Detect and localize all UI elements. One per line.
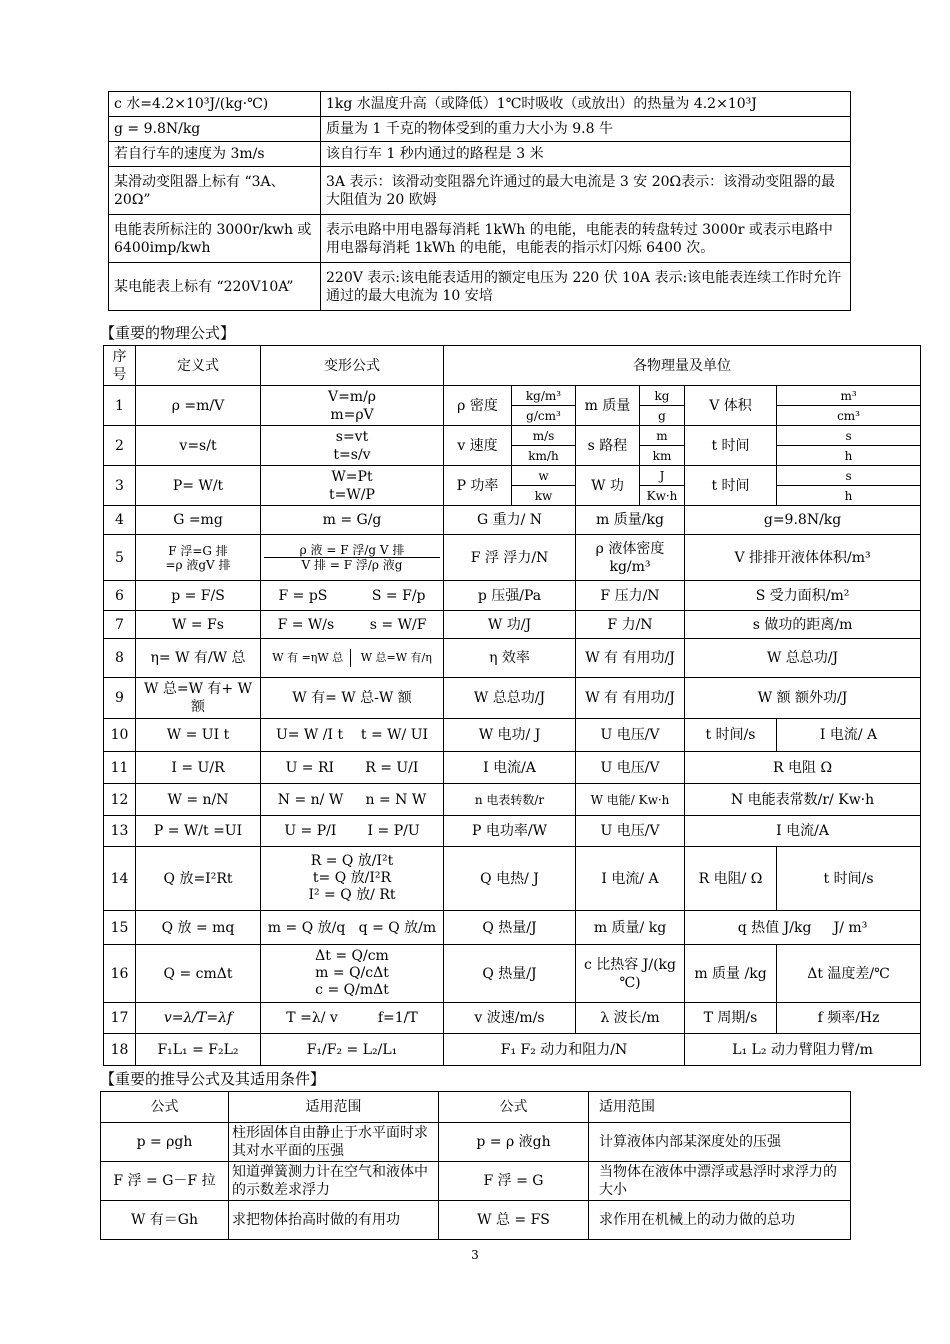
table-row [104, 639, 921, 678]
quantity: W 总总功/J [444, 678, 576, 719]
transform: W 有 =ηW 总 W 总=W 有/η [261, 639, 444, 678]
transform: F₁/F₂ = L₂/L₁ [261, 1034, 444, 1066]
row-number: 18 [104, 1034, 136, 1066]
quantity: W 电功/ J [444, 719, 576, 752]
transform: F = W/s s = W/F [261, 611, 444, 639]
quantity: W 功 [576, 466, 640, 506]
quantity: Q 热量/J [444, 911, 576, 945]
table-cell: 1kg 水温度升高（或降低）1℃时吸收（或放出）的热量为 4.2×10³J [321, 92, 851, 117]
quantity: t 时间/s [777, 847, 921, 911]
table-row [104, 506, 921, 535]
quantity: W 电能/ Kw·h [576, 784, 685, 816]
quantity: I 电流/A [444, 752, 576, 784]
unit: cm³ [777, 406, 921, 426]
table-cell: 电能表所标注的 3000r/kwh 或 6400imp/kwh [109, 215, 321, 263]
row-number: 12 [104, 784, 136, 816]
table-cell: 3A 表示：该滑动变阻器允许通过的最大电流是 3 安 20Ω表示：该滑动变阻器的最大阻值为 20 欧姆 [321, 167, 851, 215]
quantity: W 额 额外功/J [685, 678, 921, 719]
transform: U= W /I t t = W/ UI [261, 719, 444, 752]
quantity: G 重力/ N [444, 506, 576, 535]
unit: h [777, 486, 921, 506]
formula: p = ρ 液gh [439, 1123, 589, 1162]
quantity: m 质量 /kg [685, 945, 777, 1003]
table-row [104, 945, 921, 1003]
quantity: U 电压/V [576, 816, 685, 847]
row-number: 9 [104, 678, 136, 719]
definition: F₁L₁ = F₂L₂ [136, 1034, 261, 1066]
row-number: 15 [104, 911, 136, 945]
table-cell: 220V 表示:该电能表适用的额定电压为 220 伏 10A 表示:该电能表连续工作时允许通过的最大电流为 10 安培 [321, 263, 851, 311]
table-row [109, 167, 851, 215]
definition: P= W/t [136, 466, 261, 506]
section-heading: 【重要的推导公式及其适用条件】 [100, 1070, 326, 1088]
table-row [104, 466, 921, 486]
quantity: Q 电热/ J [444, 847, 576, 911]
quantity: v 速度 [444, 426, 512, 466]
quantity: W 总总功/J [685, 639, 921, 678]
transform: ρ 液 = F 浮/g V 排 V 排 = F 浮/ρ 液g [261, 535, 444, 581]
definition: F 浮=G 排 =ρ 液gV 排 [136, 535, 261, 581]
row-number: 10 [104, 719, 136, 752]
unit: kg/m³ [512, 386, 576, 406]
quantity: R 电阻/ Ω [685, 847, 777, 911]
definition: W = Fs [136, 611, 261, 639]
definition: p = F/S [136, 581, 261, 611]
quantity: ρ 液体密度 kg/m³ [576, 535, 685, 581]
row-number: 3 [104, 466, 136, 506]
quantity: m 质量 [576, 386, 640, 426]
quantity: m 质量/ kg [576, 911, 685, 945]
table-row [104, 784, 921, 816]
definition: η= W 有/W 总 [136, 639, 261, 678]
table-row [104, 581, 921, 611]
quantity: s 做功的距离/m [685, 611, 921, 639]
table-cell: 该自行车 1 秒内通过的路程是 3 米 [321, 142, 851, 167]
row-number: 17 [104, 1003, 136, 1034]
quantity: p 压强/Pa [444, 581, 576, 611]
definition: v=s/t [136, 426, 261, 466]
meaning-table [108, 91, 851, 311]
header-formula: 公式 [439, 1092, 589, 1123]
quantity: N 电能表常数/r/ Kw·h [685, 784, 921, 816]
quantity: I 电流/A [685, 816, 921, 847]
unit: g/cm³ [512, 406, 576, 426]
quantity: F₁ F₂ 动力和阻力/N [444, 1034, 685, 1066]
quantity: F 力/N [576, 611, 685, 639]
transform: N = n/ W n = N W [261, 784, 444, 816]
header-scope: 适用范围 [589, 1092, 851, 1123]
unit: Kw·h [640, 486, 685, 506]
definition: Q 放 = mq [136, 911, 261, 945]
unit: kw [512, 486, 576, 506]
transform: V=m/ρ m=ρV [261, 386, 444, 426]
quantity: v 波速/m/s [444, 1003, 576, 1034]
quantity: V 排排开液体体积/m³ [685, 535, 921, 581]
row-number: 11 [104, 752, 136, 784]
quantity: t 时间 [685, 466, 777, 506]
unit: w [512, 466, 576, 486]
quantity: W 有 有用功/J [576, 678, 685, 719]
table-row [104, 678, 921, 719]
transform: s=vt t=s/v [261, 426, 444, 466]
definition: I = U/R [136, 752, 261, 784]
table-row [104, 611, 921, 639]
quantity: η 效率 [444, 639, 576, 678]
quantity: L₁ L₂ 动力臂阻力臂/m [685, 1034, 921, 1066]
header-scope: 适用范围 [229, 1092, 439, 1123]
table-cell: 某滑动变阻器上标有 “3A、20Ω” [109, 167, 321, 215]
transform: m = Q 放/q q = Q 放/m [261, 911, 444, 945]
transform: U = RI R = U/I [261, 752, 444, 784]
table-row [101, 1201, 851, 1240]
scope: 知道弹簧测力计在空气和液体中的示数差求浮力 [229, 1162, 439, 1201]
quantity: n 电表转数/r [444, 784, 576, 816]
section-heading: 【重要的物理公式】 [100, 324, 236, 342]
table-row [109, 215, 851, 263]
unit: s [777, 466, 921, 486]
table-cell: 质量为 1 千克的物体受到的重力大小为 9.8 牛 [321, 117, 851, 142]
table-cell: g = 9.8N/kg [109, 117, 321, 142]
row-number: 5 [104, 535, 136, 581]
transform: F = pS S = F/p [261, 581, 444, 611]
table-row [104, 816, 921, 847]
row-number: 1 [104, 386, 136, 426]
definition: G =mg [136, 506, 261, 535]
quantity: F 浮 浮力/N [444, 535, 576, 581]
unit: km/h [512, 446, 576, 466]
quantity: F 压力/N [576, 581, 685, 611]
unit: J [640, 466, 685, 486]
table-cell: 表示电路中用电器每消耗 1kWh 的电能，电能表的转盘转过 3000r 或表示电路中用电器每消耗 1kWh 的电能，电能表的指示灯闪烁 6400 次。 [321, 215, 851, 263]
header-formula: 公式 [101, 1092, 229, 1123]
formula: p = ρgh [101, 1123, 229, 1162]
unit: kg [640, 386, 685, 406]
unit: m [640, 426, 685, 446]
table-row [104, 752, 921, 784]
table-row [104, 1003, 921, 1034]
table-header-row [104, 346, 921, 386]
table-cell: 若自行车的速度为 3m/s [109, 142, 321, 167]
row-number: 4 [104, 506, 136, 535]
quantity: V 体积 [685, 386, 777, 426]
table-row [104, 719, 921, 752]
header-def: 定义式 [136, 346, 261, 386]
quantity: I 电流/ A [777, 719, 921, 752]
quantity: U 电压/V [576, 719, 685, 752]
table-row [104, 1034, 921, 1066]
table-cell: 某电能表上标有 “220V10A” [109, 263, 321, 311]
table-cell: c 水=4.2×10³J/(kg·℃) [109, 92, 321, 117]
quantity: ρ 密度 [444, 386, 512, 426]
quantity: s 路程 [576, 426, 640, 466]
unit: m/s [512, 426, 576, 446]
quantity: T 周期/s [685, 1003, 777, 1034]
quantity: λ 波长/m [576, 1003, 685, 1034]
definition: v=λ/T=λf [136, 1003, 261, 1034]
table-row [104, 535, 921, 581]
header-units: 各物理量及单位 [444, 346, 921, 386]
quantity: Δt 温度差/℃ [777, 945, 921, 1003]
transform: Δt = Q/cm m = Q/cΔt c = Q/mΔt [261, 945, 444, 1003]
row-number: 14 [104, 847, 136, 911]
quantity: q 热值 J/kg J/ m³ [685, 911, 921, 945]
page-number: 3 [471, 1248, 479, 1262]
formula-table [103, 345, 921, 1066]
quantity: Q 热量/J [444, 945, 576, 1003]
header-num: 序号 [104, 346, 136, 386]
quantity: P 功率 [444, 466, 512, 506]
table-row [109, 117, 851, 142]
row-number: 7 [104, 611, 136, 639]
quantity: t 时间/s [685, 719, 777, 752]
formula: F 浮 = G－F 拉 [101, 1162, 229, 1201]
quantity: R 电阻 Ω [685, 752, 921, 784]
unit: s [777, 426, 921, 446]
definition: W = n/N [136, 784, 261, 816]
table-row [104, 911, 921, 945]
quantity: c 比热容 J/(kg ℃) [576, 945, 685, 1003]
header-trans: 变形公式 [261, 346, 444, 386]
formula: W 总 = FS [439, 1201, 589, 1240]
row-number: 16 [104, 945, 136, 1003]
transform: T =λ/ v f=1/T [261, 1003, 444, 1034]
unit: m³ [777, 386, 921, 406]
table-header-row [101, 1092, 851, 1123]
quantity: f 频率/Hz [777, 1003, 921, 1034]
quantity: t 时间 [685, 426, 777, 466]
transform: W=Pt t=W/P [261, 466, 444, 506]
transform: m = G/g [261, 506, 444, 535]
definition: W = UI t [136, 719, 261, 752]
scope: 求把物体抬高时做的有用功 [229, 1201, 439, 1240]
definition: W 总=W 有+ W 额 [136, 678, 261, 719]
unit: g [640, 406, 685, 426]
row-number: 2 [104, 426, 136, 466]
row-number: 8 [104, 639, 136, 678]
table-row [104, 847, 921, 911]
definition: ρ =m/V [136, 386, 261, 426]
table-row [109, 263, 851, 311]
definition: Q 放=I²Rt [136, 847, 261, 911]
definition: P = W/t =UI [136, 816, 261, 847]
table-row [109, 92, 851, 117]
quantity: S 受力面积/m² [685, 581, 921, 611]
scope: 求作用在机械上的动力做的总功 [589, 1201, 851, 1240]
quantity: U 电压/V [576, 752, 685, 784]
quantity: W 功/J [444, 611, 576, 639]
transform: R = Q 放/I²t t= Q 放/I²R I² = Q 放/ Rt [261, 847, 444, 911]
scope: 计算液体内部某深度处的压强 [589, 1123, 851, 1162]
quantity: I 电流/ A [576, 847, 685, 911]
quantity: m 质量/kg [576, 506, 685, 535]
transform: U = P/I I = P/U [261, 816, 444, 847]
transform: W 有= W 总-W 额 [261, 678, 444, 719]
unit: h [777, 446, 921, 466]
quantity: P 电功率/W [444, 816, 576, 847]
scope: 柱形固体自由静止于水平面时求其对水平面的压强 [229, 1123, 439, 1162]
table-row [101, 1162, 851, 1201]
table-row [104, 386, 921, 406]
formula: F 浮 = G [439, 1162, 589, 1201]
row-number: 6 [104, 581, 136, 611]
row-number: 13 [104, 816, 136, 847]
table-row [104, 426, 921, 446]
quantity: W 有 有用功/J [576, 639, 685, 678]
derived-formula-table [100, 1091, 851, 1240]
table-row [101, 1123, 851, 1162]
scope: 当物体在液体中漂浮或悬浮时求浮力的大小 [589, 1162, 851, 1201]
formula: W 有＝Gh [101, 1201, 229, 1240]
definition: Q = cmΔt [136, 945, 261, 1003]
table-row [109, 142, 851, 167]
unit: km [640, 446, 685, 466]
quantity: g=9.8N/kg [685, 506, 921, 535]
